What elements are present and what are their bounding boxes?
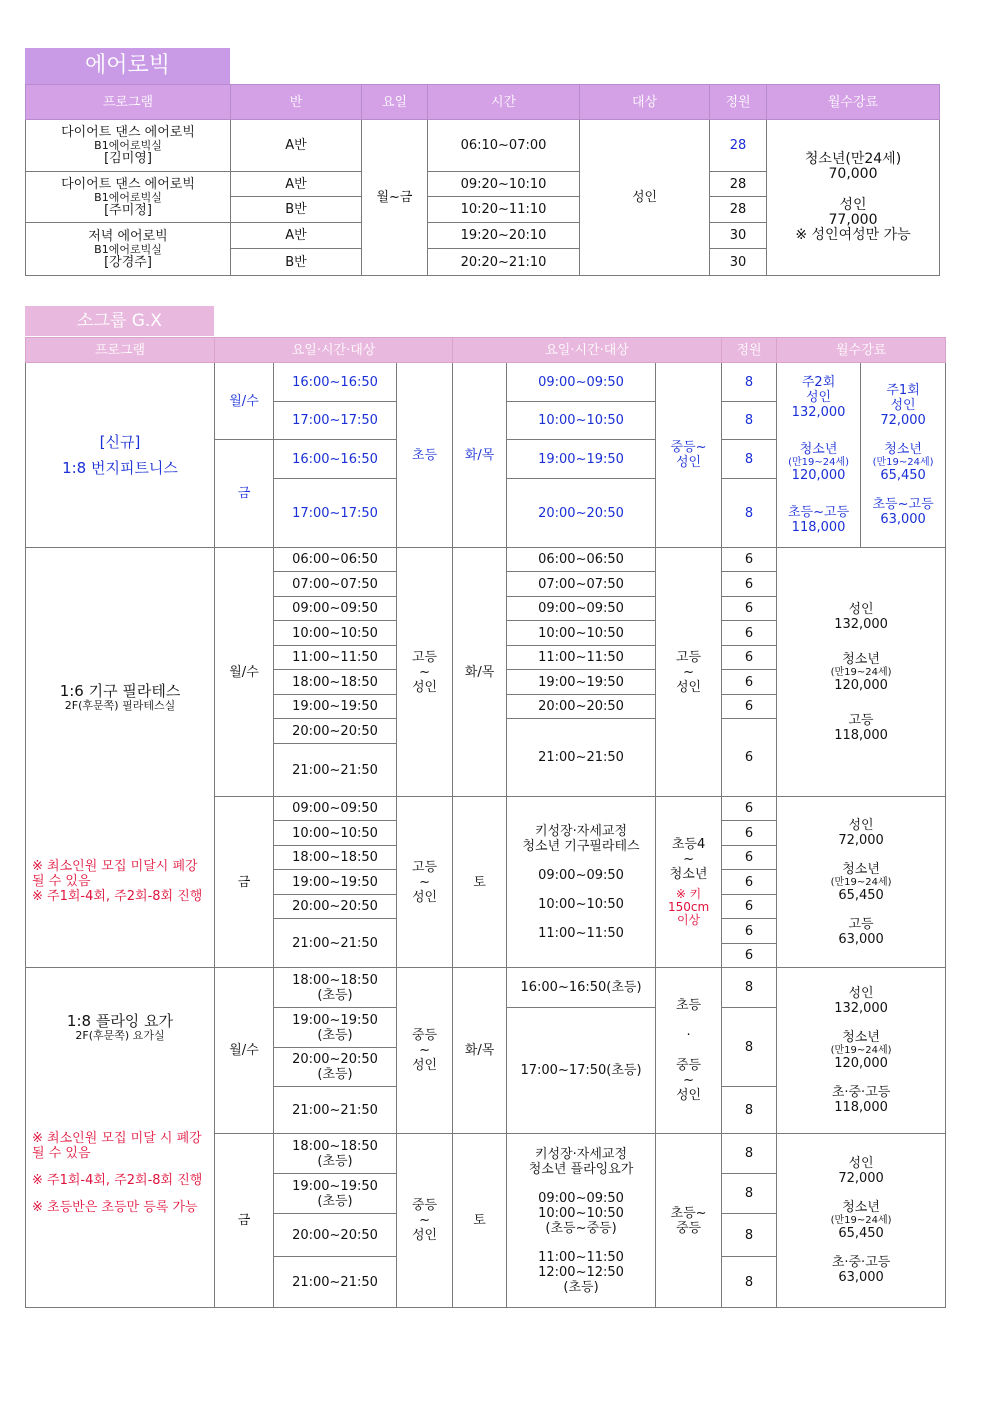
fee-line: 65,450 <box>880 468 926 483</box>
fee-line: 72,000 <box>880 413 926 428</box>
time-cell: 06:00~06:50 <box>507 548 656 572</box>
header-days: 요일 <box>362 85 428 120</box>
target-cell: 고등 ~ 성인 <box>397 548 453 797</box>
fee-line: (만19~24세) <box>788 457 850 468</box>
days-cell: 화/목 <box>453 548 507 797</box>
time-cell: 20:00~20:50 <box>274 1214 397 1257</box>
days-cell: 화/목 <box>453 363 507 548</box>
fee-note: ※ 성인여성만 가능 <box>795 227 911 243</box>
time-cell: 17:00~17:50 <box>274 479 397 548</box>
gx-header-row <box>26 338 946 363</box>
saturday-cell <box>507 797 656 968</box>
target-cell: 초등 <box>397 363 453 548</box>
time-cell: 21:00~21:50 <box>274 919 397 968</box>
class-cell: A반 <box>231 120 362 172</box>
time-cell: 10:00~10:50 <box>507 621 656 646</box>
program-room: B1에어로빅실 <box>94 242 162 256</box>
class-cell: A반 <box>231 172 362 197</box>
target-cell <box>656 797 722 968</box>
aerobic-header-row <box>26 85 940 120</box>
capacity-cell: 8 <box>722 402 777 440</box>
fee-line: 주2회 <box>801 375 836 390</box>
fee-line: 118,000 <box>834 727 888 743</box>
days-cell: 월/수 <box>215 363 274 440</box>
program-teacher: [김미영] <box>104 151 152 166</box>
program-room: 2F(후문쪽) 요가실 <box>75 1029 165 1042</box>
program-cell <box>26 223 231 276</box>
capacity-cell: 8 <box>722 1257 777 1308</box>
program-name: 다이어트 댄스 에어로빅 <box>61 125 195 140</box>
header-capacity: 정원 <box>722 338 777 363</box>
target-cell: 중등~ 성인 <box>656 363 722 548</box>
program-name: 1:6 기구 필라테스 <box>59 682 181 700</box>
capacity-cell: 8 <box>722 1174 777 1214</box>
fee-line: 65,450 <box>838 887 884 903</box>
fee-cell <box>767 120 940 276</box>
days-cell: 토 <box>453 1134 507 1308</box>
target-cell: 고등 ~ 성인 <box>397 797 453 968</box>
program-name: 다이어트 댄스 에어로빅 <box>61 176 195 192</box>
program-room: B1에어로빅실 <box>94 139 162 152</box>
time-cell: 18:00~18:50 <box>274 670 397 695</box>
time-cell: 18:00~18:50 (초등) <box>274 968 397 1008</box>
capacity-cell: 8 <box>722 440 777 479</box>
fee-cell <box>777 548 946 797</box>
program-room: B1에어로빅실 <box>94 190 162 204</box>
gx-section-title: 소그룹 G.X <box>25 306 214 336</box>
time-cell: 11:00~11:50 <box>274 646 397 670</box>
days-cell: 화/목 <box>453 968 507 1134</box>
fee-line: 120,000 <box>834 1056 888 1071</box>
fee-line: 63,000 <box>838 931 884 947</box>
fee-line: (만19~24세) <box>830 1215 892 1226</box>
time-cell: 09:00~09:50 <box>274 597 397 621</box>
days-cell: 금 <box>215 797 274 968</box>
table-row <box>26 968 946 1008</box>
fee-line: 72,000 <box>838 1171 884 1186</box>
time-cell: 10:00~10:50 <box>274 621 397 646</box>
time-cell: 16:00~16:50(초등) <box>507 968 656 1008</box>
time-line: 10:00~10:50 <box>538 896 624 912</box>
program-cell <box>26 548 215 968</box>
fee-line: 성인 <box>848 1156 874 1171</box>
fee-cell <box>777 1134 946 1308</box>
time-cell: 20:00~20:50 (초등) <box>274 1048 397 1087</box>
fee-line: 청소년 <box>842 651 880 667</box>
time-cell: 09:00~09:50 <box>507 597 656 621</box>
fee-line: 주1회 <box>886 383 920 398</box>
header-fee: 월수강료 <box>777 338 946 363</box>
fee-line: (만19~24세) <box>830 876 892 888</box>
notice-text <box>28 859 212 904</box>
time-cell: 21:00~21:50 <box>274 1257 397 1308</box>
capacity-cell: 8 <box>722 968 777 1008</box>
time-cell: 07:00~07:50 <box>507 572 656 597</box>
capacity-cell: 6 <box>722 621 777 646</box>
fee-line: 성인 <box>848 986 874 1001</box>
time-cell: 07:00~07:50 <box>274 572 397 597</box>
fee-line: 132,000 <box>834 1001 888 1016</box>
time-cell: 21:00~21:50 <box>274 1087 397 1134</box>
days-cell: 월/수 <box>215 548 274 797</box>
capacity-cell: 6 <box>722 944 777 968</box>
time-cell: 09:20~10:10 <box>428 172 580 197</box>
fee-line: 성인 <box>848 601 874 617</box>
time-cell: 19:20~20:10 <box>428 223 580 249</box>
header-capacity: 정원 <box>710 85 767 120</box>
fee-line: 132,000 <box>791 405 846 420</box>
header-program: 프로그램 <box>26 338 215 363</box>
time-cell: 06:10~07:00 <box>428 120 580 172</box>
fee-cell <box>777 797 946 968</box>
time-cell: 19:00~19:50 <box>274 695 397 719</box>
fee-line: 초·중·고등 <box>831 1255 891 1270</box>
target-cell: 성인 <box>580 120 710 276</box>
fee-line: 성인 <box>848 817 874 833</box>
time-cell: 19:00~19:50 (초등) <box>274 1008 397 1048</box>
time-cell: 16:00~16:50 <box>274 440 397 479</box>
capacity-cell: 6 <box>722 597 777 621</box>
time-cell: 09:00~09:50 <box>507 363 656 402</box>
fee-line: (만19~24세) <box>830 1045 892 1056</box>
fee-line: 초·중·고등 <box>831 1085 891 1100</box>
program-cell <box>26 968 215 1308</box>
fee-line: (만19~24세) <box>830 666 892 678</box>
capacity-cell: 6 <box>722 719 777 797</box>
capacity-cell: 8 <box>722 1214 777 1257</box>
table-row <box>26 548 946 572</box>
program-teacher: [주미정] <box>104 202 152 218</box>
program-name: 1:8 번지피트니스 <box>62 459 178 477</box>
time-cell: 20:00~20:50 <box>274 895 397 919</box>
fee-line: (만19~24세) <box>872 457 934 468</box>
fee-youth-price: 70,000 <box>828 166 878 182</box>
fee-youth-label: 청소년(만24세) <box>804 151 902 167</box>
time-cell: 21:00~21:50 <box>507 719 656 797</box>
capacity-cell: 28 <box>710 120 767 172</box>
fee-line: 청소년 <box>799 442 838 457</box>
fee-line: 성인 <box>890 398 916 413</box>
fee-line: 청소년 <box>884 442 922 457</box>
time-cell: 19:00~19:50 (초등) <box>274 1174 397 1214</box>
capacity-cell: 6 <box>722 670 777 695</box>
fee-adult-label: 성인 <box>839 197 867 213</box>
fee-line: 120,000 <box>791 468 846 483</box>
capacity-cell: 30 <box>710 249 767 276</box>
fee-line: 65,450 <box>838 1226 884 1241</box>
program-cell <box>26 363 215 548</box>
target-cell: 중등 ~ 성인 <box>397 1134 453 1308</box>
capacity-cell: 6 <box>722 895 777 919</box>
header-time: 시간 <box>428 85 580 120</box>
notice-line: ※ 주1회-4회, 주2회-8회 진행 <box>32 889 203 904</box>
fee-line: 성인 <box>806 390 832 405</box>
capacity-cell: 8 <box>722 1134 777 1174</box>
saturday-target: 초등4 ~ 청소년 <box>669 837 708 882</box>
time-cell: 19:00~19:50 <box>507 670 656 695</box>
table-row <box>26 120 940 172</box>
time-cell: 20:00~20:50 <box>507 479 656 548</box>
time-cell: 21:00~21:50 <box>274 744 397 797</box>
header-schedule-a: 요일·시간·대상 <box>215 338 453 363</box>
days-cell: 월~금 <box>362 120 428 276</box>
capacity-cell: 30 <box>710 223 767 249</box>
capacity-cell: 8 <box>722 479 777 548</box>
time-cell: 20:20~21:10 <box>428 249 580 276</box>
saturday-title: 키성장·자세교정 청소년 기구필라테스 <box>522 823 640 854</box>
capacity-cell: 6 <box>722 548 777 572</box>
time-cell: 10:20~11:10 <box>428 197 580 223</box>
notice-line: ※ 초등반은 초등만 등록 가능 <box>32 1200 198 1215</box>
target-cell: 초등~ 중등 <box>656 1134 722 1308</box>
target-cell: 고등 ~ 성인 <box>656 548 722 797</box>
capacity-cell: 6 <box>722 846 777 870</box>
time-cell: 20:00~20:50 <box>507 695 656 719</box>
header-target: 대상 <box>580 85 710 120</box>
fee-line: 초등~고등 <box>872 497 934 512</box>
time-cell: 17:00~17:50(초등) <box>507 1008 656 1134</box>
notice-line: ※ 최소인원 모집 미달시 폐강 될 수 있음 <box>32 859 198 889</box>
new-badge: [신규] <box>99 433 141 451</box>
header-program: 프로그램 <box>26 85 231 120</box>
fee-cell-once <box>861 363 946 548</box>
saturday-cell <box>507 1134 656 1308</box>
program-room: 2F(후문쪽) 필라테스실 <box>64 699 176 712</box>
capacity-cell: 6 <box>722 646 777 670</box>
capacity-cell: 28 <box>710 197 767 223</box>
time-cell: 10:00~10:50 <box>507 402 656 440</box>
table-row <box>26 363 946 402</box>
fee-line: 63,000 <box>880 512 926 527</box>
fee-line: 63,000 <box>838 1270 884 1285</box>
time-cell: 19:00~19:50 <box>507 440 656 479</box>
capacity-cell: 6 <box>722 797 777 821</box>
fee-cell <box>777 968 946 1134</box>
time-cell: 06:00~06:50 <box>274 548 397 572</box>
fee-line: 청소년 <box>842 1200 880 1215</box>
fee-line: 118,000 <box>834 1100 888 1115</box>
fee-line: 118,000 <box>791 520 846 535</box>
capacity-cell: 6 <box>722 572 777 597</box>
fee-cell-twice <box>777 363 861 548</box>
time-cell: 11:00~11:50 <box>507 646 656 670</box>
time-cell: 18:00~18:50 (초등) <box>274 1134 397 1174</box>
time-cell: 17:00~17:50 <box>274 402 397 440</box>
header-schedule-b: 요일·시간·대상 <box>453 338 722 363</box>
fee-line: 120,000 <box>834 677 888 693</box>
target-cell: 중등 ~ 성인 <box>397 968 453 1134</box>
fee-line: 청소년 <box>842 1030 880 1045</box>
program-cell <box>26 120 231 172</box>
height-note: ※ 키 150cm 이상 <box>667 887 710 927</box>
capacity-cell: 6 <box>722 870 777 895</box>
saturday-title: 키성장·자세교정 청소년 플라잉요가 <box>528 1146 634 1177</box>
time-cell: 10:00~10:50 <box>274 821 397 846</box>
time-line: 09:00~09:50 10:00~10:50 (초등~중등) <box>538 1190 624 1236</box>
class-cell: B반 <box>231 197 362 223</box>
notice-text <box>28 1131 212 1215</box>
aerobic-table <box>25 84 940 276</box>
class-cell: A반 <box>231 223 362 249</box>
notice-line: ※ 주1회-4회, 주2회-8회 진행 <box>32 1173 203 1188</box>
time-line: 11:00~11:50 <box>538 925 624 941</box>
capacity-cell: 6 <box>722 821 777 846</box>
time-line: 09:00~09:50 <box>538 867 624 883</box>
aerobic-section-title: 에어로빅 <box>25 48 230 84</box>
days-cell: 금 <box>215 440 274 548</box>
days-cell: 금 <box>215 1134 274 1308</box>
header-class: 반 <box>231 85 362 120</box>
program-teacher: [강경주] <box>104 254 152 270</box>
capacity-cell: 6 <box>722 695 777 719</box>
class-cell: B반 <box>231 249 362 276</box>
capacity-cell: 8 <box>722 363 777 402</box>
days-cell: 토 <box>453 797 507 968</box>
program-cell <box>26 172 231 223</box>
notice-line: ※ 최소인원 모집 미달 시 폐강 될 수 있음 <box>32 1131 202 1161</box>
fee-line: 초등~고등 <box>788 505 850 520</box>
fee-line: 132,000 <box>834 616 888 632</box>
program-name: 저녁 에어로빅 <box>88 228 168 244</box>
time-cell: 18:00~18:50 <box>274 846 397 870</box>
time-cell: 20:00~20:50 <box>274 719 397 744</box>
fee-line: 청소년 <box>842 861 880 877</box>
capacity-cell: 8 <box>722 1087 777 1134</box>
days-cell: 월/수 <box>215 968 274 1134</box>
program-name: 1:8 플라잉 요가 <box>66 1012 174 1030</box>
fee-line: 고등 <box>848 712 874 728</box>
time-cell: 16:00~16:50 <box>274 363 397 402</box>
fee-adult-price: 77,000 <box>828 212 878 228</box>
header-fee: 월수강료 <box>767 85 940 120</box>
capacity-cell: 6 <box>722 919 777 944</box>
capacity-cell: 28 <box>710 172 767 197</box>
fee-line: 72,000 <box>838 832 884 848</box>
target-cell: 초등 · 중등 ~ 성인 <box>656 968 722 1134</box>
fee-line: 고등 <box>848 916 874 932</box>
time-line: 11:00~11:50 12:00~12:50 (초등) <box>538 1249 624 1295</box>
time-cell: 09:00~09:50 <box>274 797 397 821</box>
time-cell: 19:00~19:50 <box>274 870 397 895</box>
capacity-cell: 8 <box>722 1008 777 1087</box>
gx-table <box>25 337 946 1308</box>
